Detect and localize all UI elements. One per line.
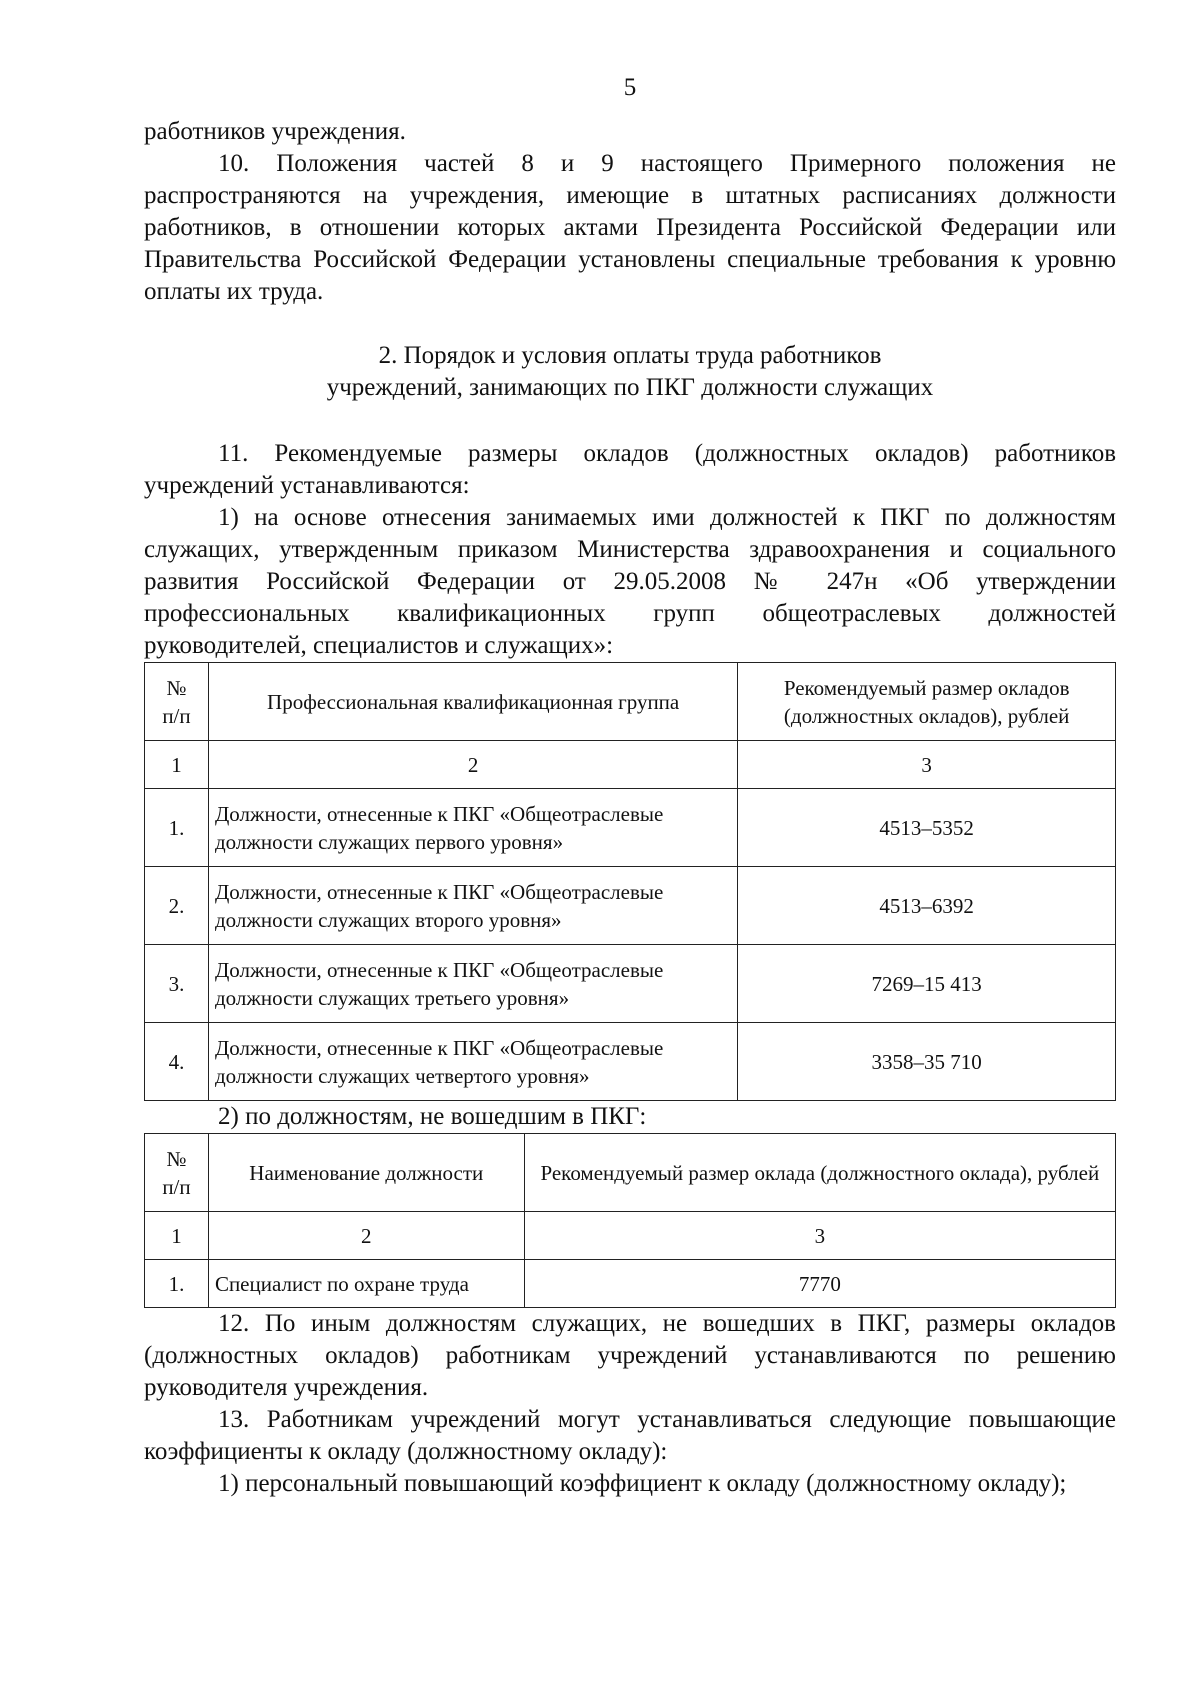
paragraph-continuation: работников учреждения. bbox=[144, 118, 406, 145]
row-num: 4. bbox=[145, 1023, 209, 1101]
paragraph-12: 12. По иным должностям служащих, не вошедших в ПКГ, размеры окладов (должностных окладов) работникам учреждений устанавливаются по решению руководителя учреждения. bbox=[144, 1310, 1116, 1401]
table-row bbox=[145, 867, 1116, 945]
paragraph-13: 13. Работникам учреждений могут устанавливаться следующие повышающие коэффициенты к окладу (должностному окладу): bbox=[144, 1406, 1116, 1465]
table-row bbox=[145, 789, 1116, 867]
pkg-salary-table bbox=[144, 662, 1116, 1101]
index-cell: 1 bbox=[145, 1212, 209, 1260]
paragraph-11-item-2: 2) по должностям, не вошедшим в ПКГ: bbox=[218, 1103, 647, 1130]
section-title bbox=[144, 340, 1116, 404]
row-salary: 7269–15 413 bbox=[738, 945, 1116, 1023]
header-position: Наименование должности bbox=[208, 1134, 524, 1212]
row-num: 1. bbox=[145, 1260, 209, 1308]
row-salary: 7770 bbox=[524, 1260, 1115, 1308]
header-num: № п/п bbox=[145, 663, 209, 741]
row-group: Должности, отнесенные к ПКГ «Общеотраслевые должности служащих второго уровня» bbox=[208, 867, 737, 945]
non-pkg-salary-table bbox=[144, 1133, 1116, 1308]
index-cell: 1 bbox=[145, 741, 209, 789]
row-group: Должности, отнесенные к ПКГ «Общеотраслевые должности служащих четвертого уровня» bbox=[208, 1023, 737, 1101]
table-row bbox=[145, 1023, 1116, 1101]
index-cell: 3 bbox=[738, 741, 1116, 789]
paragraph-11-item-1: 1) на основе отнесения занимаемых ими должностей к ПКГ по должностям служащих, утвержденным приказом Министерства здравоохранения и социального развития Российской Федерации от 29.05.2008 № 247н «Об утверждении профессиональных квалификационных групп общеотраслевых должностей руководителей, специалистов и служащих»: bbox=[144, 504, 1116, 659]
table-row bbox=[145, 1260, 1116, 1308]
section-title-line-2: учреждений, занимающих по ПКГ должности служащих bbox=[326, 374, 934, 401]
row-group: Должности, отнесенные к ПКГ «Общеотраслевые должности служащих третьего уровня» bbox=[208, 945, 737, 1023]
header-group: Профессиональная квалификационная группа bbox=[208, 663, 737, 741]
index-cell: 2 bbox=[208, 741, 737, 789]
row-num: 2. bbox=[145, 867, 209, 945]
index-cell: 2 bbox=[208, 1212, 524, 1260]
row-position: Специалист по охране труда bbox=[208, 1260, 524, 1308]
paragraph-11: 11. Рекомендуемые размеры окладов (должностных окладов) работников учреждений устанавливаются: bbox=[144, 440, 1116, 499]
row-group: Должности, отнесенные к ПКГ «Общеотраслевые должности служащих первого уровня» bbox=[208, 789, 737, 867]
paragraph-10: 10. Положения частей 8 и 9 настоящего Примерного положения не распространяются на учреждения, имеющие в штатных расписаниях должности работников, в отношении которых актами Президента Российской Федерации или Правительства Российской Федерации установлены специальные требования к уровню оплаты их труда. bbox=[144, 150, 1116, 305]
section-title-line-1: 2. Порядок и условия оплаты труда работников bbox=[378, 342, 882, 369]
index-cell: 3 bbox=[524, 1212, 1115, 1260]
header-num: № п/п bbox=[145, 1134, 209, 1212]
row-salary: 4513–6392 bbox=[738, 867, 1116, 945]
header-salary: Рекомендуемый размер окладов (должностных окладов), рублей bbox=[738, 663, 1116, 741]
table-header-row bbox=[145, 1134, 1116, 1212]
paragraph-13-item-1: 1) персональный повышающий коэффициент к окладу (должностному окладу); bbox=[218, 1470, 1067, 1497]
row-salary: 3358–35 710 bbox=[738, 1023, 1116, 1101]
table-header-row bbox=[145, 663, 1116, 741]
table-index-row bbox=[145, 741, 1116, 789]
header-salary: Рекомендуемый размер оклада (должностного оклада), рублей bbox=[524, 1134, 1115, 1212]
row-num: 1. bbox=[145, 789, 209, 867]
table-row bbox=[145, 945, 1116, 1023]
table-index-row bbox=[145, 1212, 1116, 1260]
page-number: 5 bbox=[623, 74, 637, 101]
row-num: 3. bbox=[145, 945, 209, 1023]
row-salary: 4513–5352 bbox=[738, 789, 1116, 867]
document-page bbox=[144, 70, 1116, 1500]
